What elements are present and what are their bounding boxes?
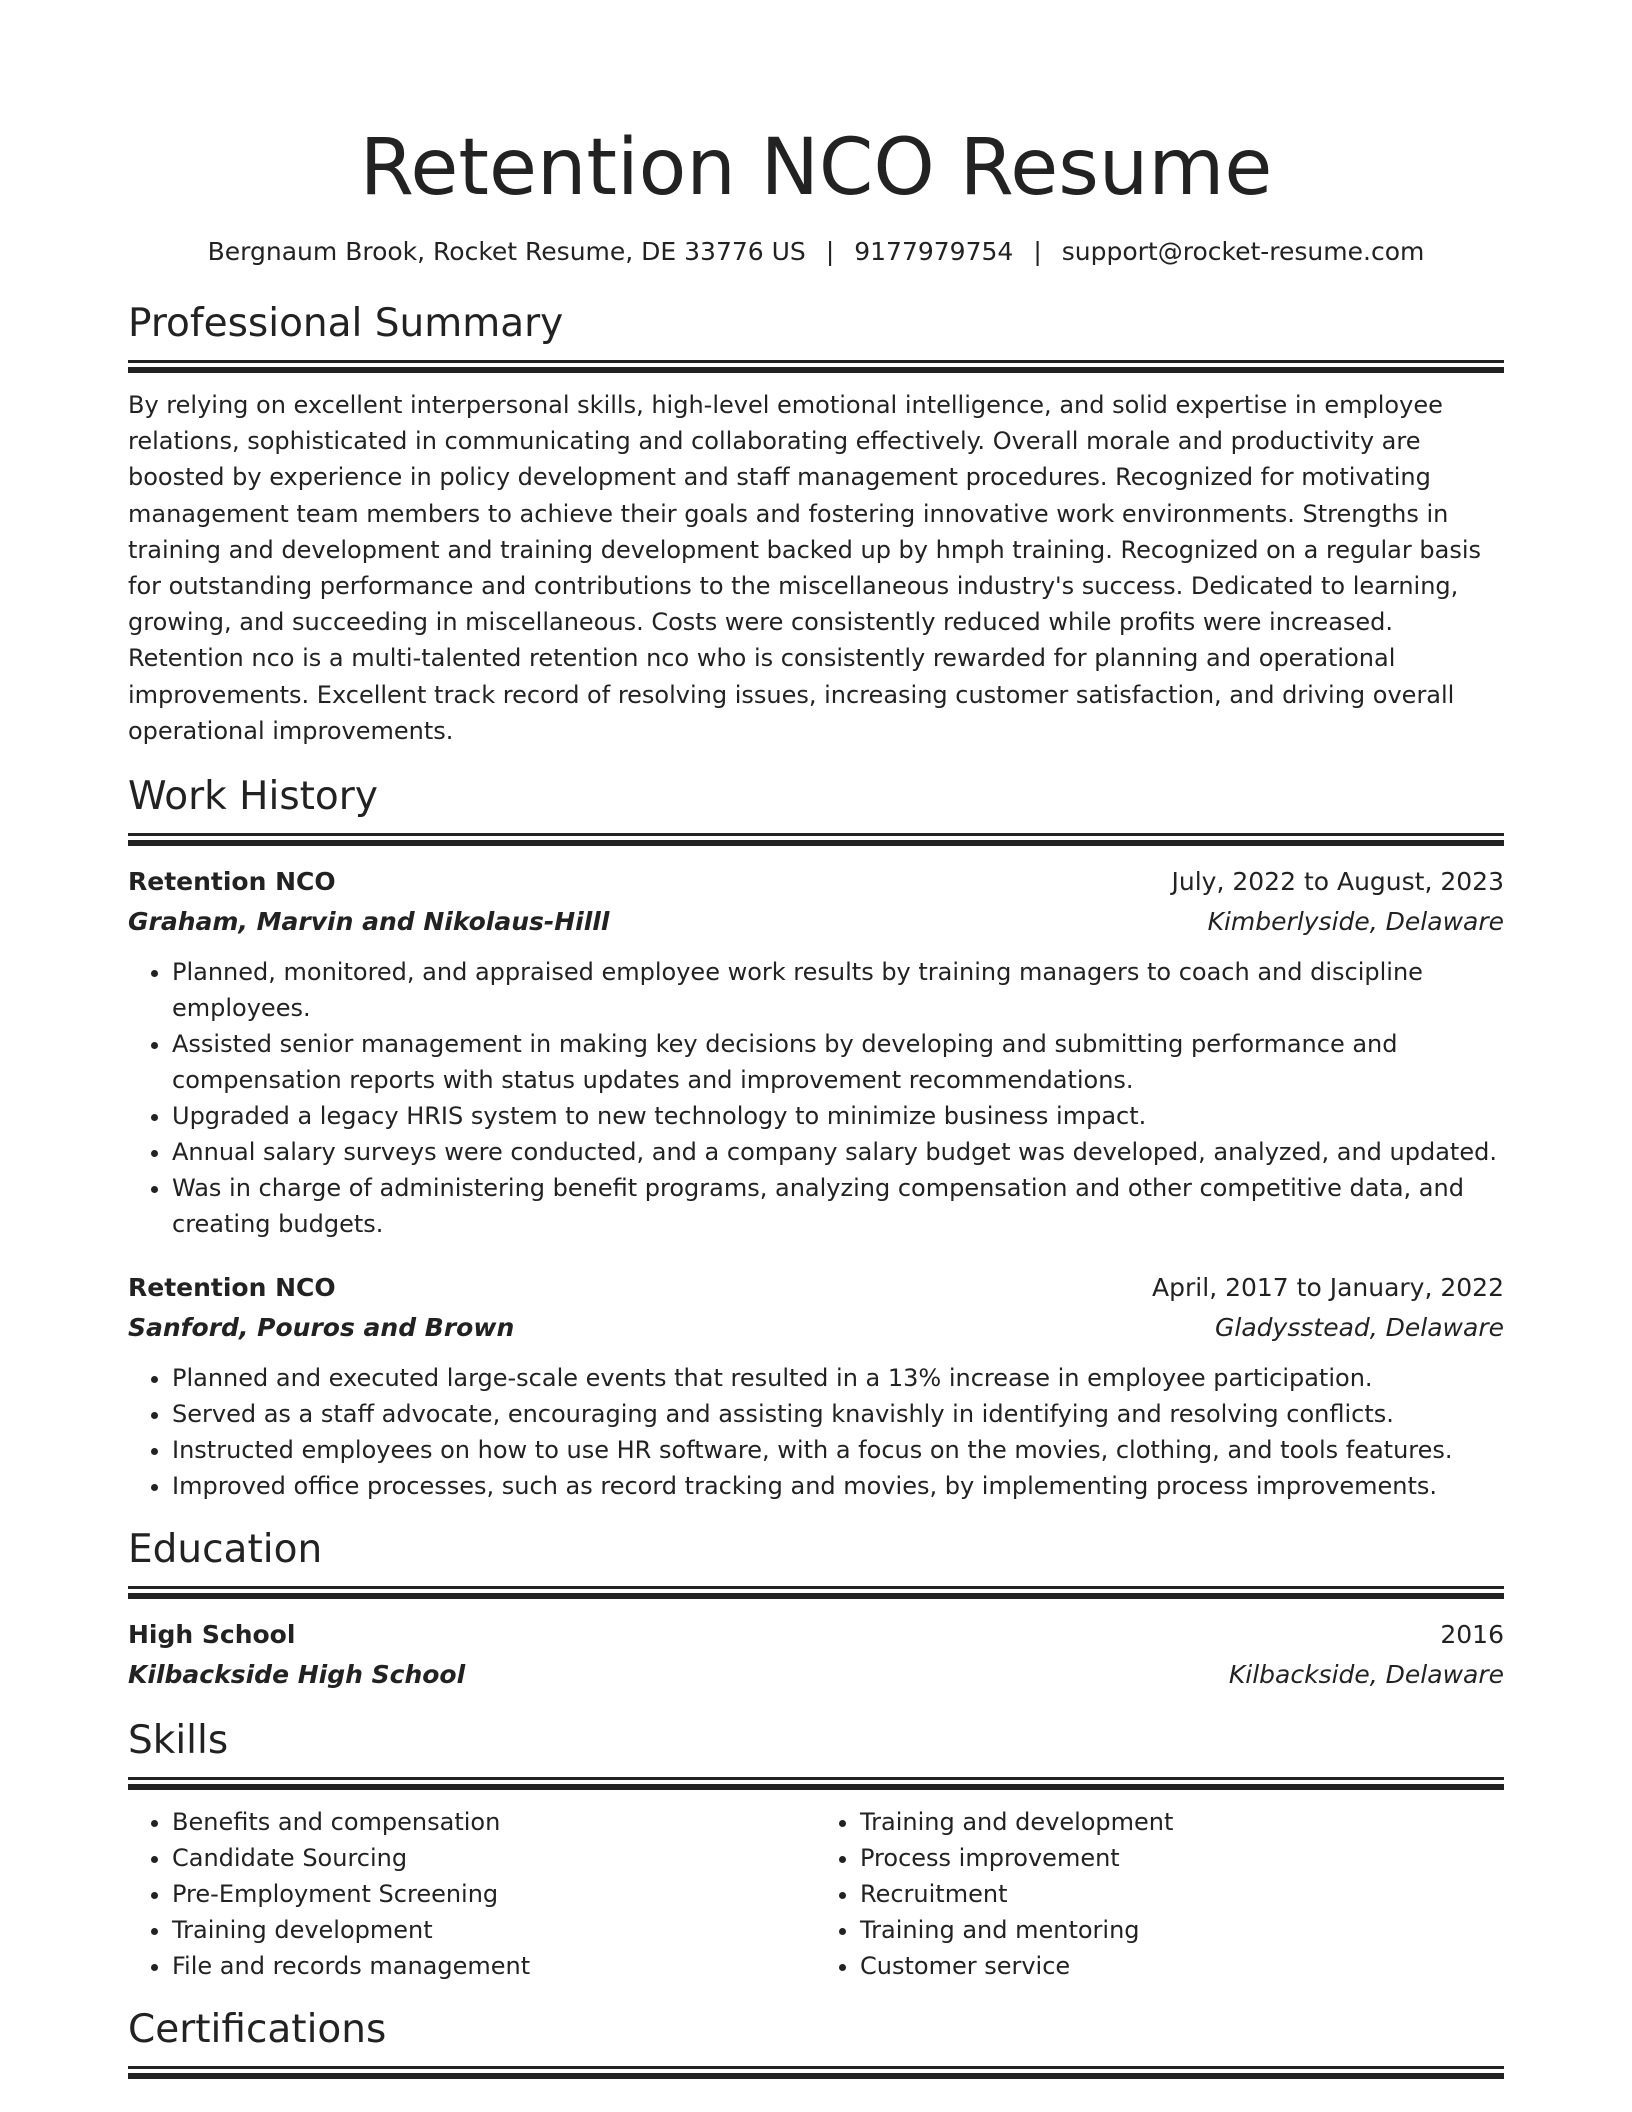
skills-column-left: [128, 1804, 816, 1984]
job-bullet: • Planned and executed large-scale events that resulted in a 13% increase in employee participation.: [172, 1360, 1504, 1396]
job-bullet: • Served as a staff advocate, encouraging and assisting knavishly in identifying and resolving conflicts.: [172, 1396, 1504, 1432]
education-header: [128, 1615, 1504, 1655]
job-bullet: • Upgraded a legacy HRIS system to new technology to minimize business impact.: [172, 1098, 1504, 1134]
job-bullets: [128, 1360, 1504, 1504]
job-bullet: • Assisted senior management in making key decisions by developing and submitting performance and compensation reports with status updates and improvement recommendations.: [172, 1026, 1504, 1098]
job-employer-row: [128, 1308, 1504, 1348]
contact-separator: |: [825, 237, 835, 266]
job-bullet: • Planned, monitored, and appraised employee work results by training managers to coach and discipline employees.: [172, 954, 1504, 1026]
work-history-section: [128, 773, 1504, 1504]
education-section: [128, 1526, 1504, 1695]
section-title-skills: Skills: [128, 1718, 229, 1764]
job-dates: April, 2017 to January, 2022: [1152, 1273, 1504, 1303]
section-title-education: Education: [128, 1527, 323, 1573]
skill-item: • Candidate Sourcing: [172, 1840, 816, 1876]
section-divider-thick: [128, 367, 1504, 373]
skills-section: [128, 1717, 1504, 1984]
skill-item: • Process improvement: [860, 1840, 1504, 1876]
section-divider-thick: [128, 1593, 1504, 1599]
job-employer: Graham, Marvin and Nikolaus-Hilll: [128, 907, 610, 937]
skill-item: • Training and mentoring: [860, 1912, 1504, 1948]
job-bullet: • Improved office processes, such as record tracking and movies, by implementing process improvements.: [172, 1468, 1504, 1504]
education-entry: [128, 1615, 1504, 1695]
skill-item: • Training development: [172, 1912, 816, 1948]
section-divider: [128, 1586, 1504, 1589]
education-school-row: [128, 1655, 1504, 1695]
job-entry: [128, 862, 1504, 1242]
skill-item: • Customer service: [860, 1948, 1504, 1984]
contact-address: Bergnaum Brook, Rocket Resume, DE 33776 US: [207, 237, 806, 266]
section-title-summary: Professional Summary: [128, 301, 564, 346]
summary-section: [128, 300, 1504, 749]
skill-item: • Training and development: [860, 1804, 1504, 1840]
job-bullet: • Was in charge of administering benefit programs, analyzing compensation and other competitive data, and creating budgets.: [172, 1170, 1504, 1242]
skill-item: • Recruitment: [860, 1876, 1504, 1912]
education-location: Kilbackside, Delaware: [1228, 1660, 1504, 1690]
skill-item: • Benefits and compensation: [172, 1804, 816, 1840]
summary-text: By relying on excellent interpersonal skills, high-level emotional intelligence, and solid expertise in employee relations, sophisticated in communicating and collaborating effectively. Overall morale and productivity are boosted by experience in policy development and staff management procedures. Recognized for motivating management team members to achieve their goals and fostering innovative work environments. Strengths in training and development and training development backed up by hmph training. Recognized on a regular basis for outstanding performance and contributions to the miscellaneous industry's success. Dedicated to learning, growing, and succeeding in miscellaneous. Costs were consistently reduced while profits were increased. Retention nco is a multi-talented retention nco who is consistently rewarded for planning and operational improvements. Excellent track record of resolving issues, increasing customer satisfaction, and driving overall operational improvements.: [128, 391, 1481, 745]
skill-item: • Pre-Employment Screening: [172, 1876, 816, 1912]
contact-phone: 9177979754: [854, 237, 1014, 266]
section-title-certifications: Certifications: [128, 2007, 387, 2053]
job-location: Kimberlyside, Delaware: [1207, 907, 1504, 937]
section-divider-thick: [128, 1784, 1504, 1790]
job-bullet: • Annual salary surveys were conducted, and a company salary budget was developed, analyzed, and updated.: [172, 1134, 1504, 1170]
education-degree: High School: [128, 1620, 296, 1650]
section-divider-thick: [128, 840, 1504, 846]
resume-title: Retention NCO Resume: [359, 123, 1273, 213]
section-divider: [128, 833, 1504, 836]
job-employer-row: [128, 902, 1504, 942]
job-header: [128, 862, 1504, 902]
job-bullets: [128, 954, 1504, 1242]
section-divider: [128, 360, 1504, 363]
section-divider: [128, 2066, 1504, 2069]
job-employer: Sanford, Pouros and Brown: [128, 1313, 515, 1343]
job-bullet: • Instructed employees on how to use HR software, with a focus on the movies, clothing, and tools features.: [172, 1432, 1504, 1468]
section-divider-thick: [128, 2073, 1504, 2079]
skills-grid: [128, 1804, 1504, 1984]
job-header: [128, 1268, 1504, 1308]
job-entry: [128, 1268, 1504, 1504]
contact-separator: |: [1033, 237, 1042, 266]
job-location: Gladysstead, Delaware: [1215, 1313, 1504, 1343]
skills-column-right: [816, 1804, 1504, 1984]
contact-email: support@rocket-resume.com: [1061, 237, 1425, 266]
education-year: 2016: [1440, 1620, 1504, 1650]
section-divider: [128, 1777, 1504, 1780]
job-title: Retention NCO: [128, 867, 336, 897]
section-title-work-history: Work History: [128, 774, 378, 820]
skill-item: • File and records management: [172, 1948, 816, 1984]
contact-line: [128, 234, 1504, 270]
job-title: Retention NCO: [128, 1273, 336, 1303]
job-dates: July, 2022 to August, 2023: [1171, 867, 1504, 897]
education-school: Kilbackside High School: [128, 1660, 466, 1690]
certifications-section: [128, 2006, 1504, 2079]
